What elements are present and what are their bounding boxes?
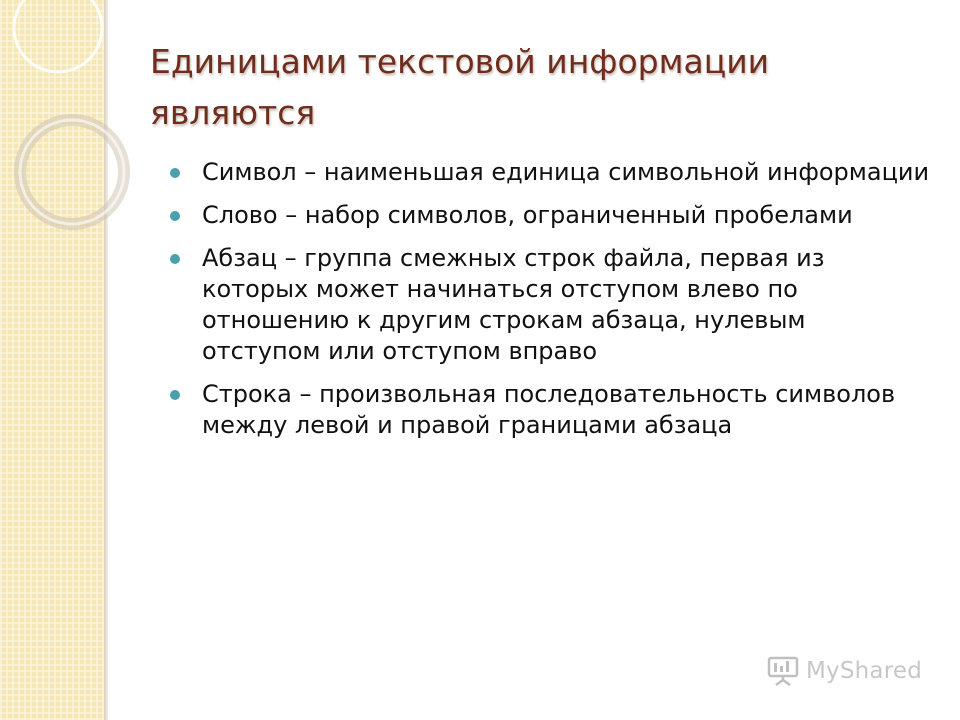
bullet-text: Абзац – группа смежных строк файла, первая из которых может начинаться отступом влево по отношению к другим строкам абзаца, нулевым отступом или отступом вправо [202, 244, 825, 365]
round-bullet-icon [170, 390, 180, 400]
bullet-text: Слово – набор символов, ограниченный пробелами [202, 201, 853, 229]
round-bullet-icon [170, 254, 180, 264]
bullet-item [170, 200, 930, 231]
watermark-text: MyShared [806, 658, 923, 684]
bullet-item [170, 157, 930, 188]
bullet-list [170, 157, 930, 453]
slide-title: Единицами текстовой информации являются [150, 42, 770, 132]
bullet-text: Символ – наименьшая единица символьной информации [202, 158, 930, 186]
bullet-item [170, 243, 930, 367]
presentation-board-icon [766, 655, 800, 687]
watermark [766, 655, 922, 687]
round-bullet-icon [170, 211, 180, 221]
bullet-item [170, 379, 930, 441]
side-band-shadow [104, 0, 108, 720]
decorative-side-band [0, 0, 104, 720]
round-bullet-icon [170, 168, 180, 178]
bullet-text: Строка – произвольная последовательность символов между левой и правой границами абзаца [202, 380, 896, 439]
